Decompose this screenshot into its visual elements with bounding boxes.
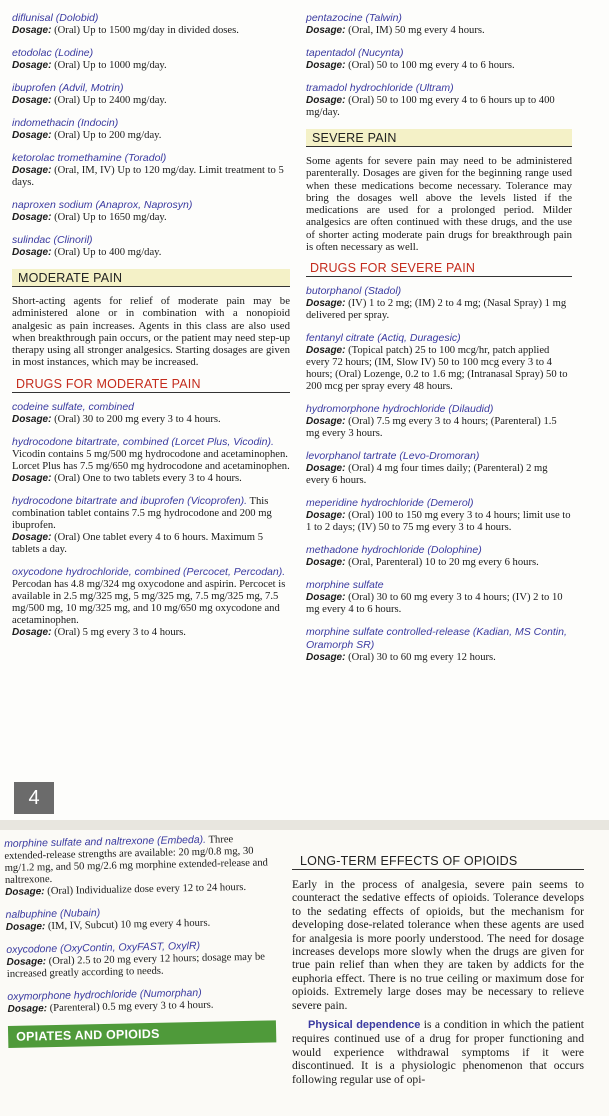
drug-entry (12, 199, 290, 224)
page-number: 4 (14, 782, 54, 814)
drug-name: morphine sulfate controlled-release (Kadian, MS Contin, Oramorph SR) (306, 626, 567, 652)
dosage-label: Dosage: (12, 531, 52, 543)
drug-heading-line (12, 436, 290, 473)
drug-entry (7, 985, 275, 1016)
dosage-label: Dosage: (12, 413, 52, 425)
drug-entry (12, 234, 290, 259)
dosage-value: (Oral) 30 to 200 mg every 3 to 4 hours. (54, 413, 221, 425)
dosage-value: (Oral) 2.5 to 20 mg every 12 hours; dosage may be increased greatly according to needs. (6, 951, 266, 980)
dosage-value: (Oral) Up to 400 mg/day. (54, 247, 162, 258)
drug-dosage (306, 95, 572, 119)
dosage-value: (Oral) 30 to 60 mg every 3 to 4 hours; (IV) 2 to 10 mg every 4 to 6 hours. (306, 592, 563, 616)
drug-entry (12, 495, 290, 556)
dosage-value: (Oral) One tablet every 4 to 6 hours. Maximum 5 tablets a day. (12, 531, 263, 555)
drug-dosage (12, 627, 290, 639)
drug-dosage (306, 510, 572, 534)
drug-name: oxycodone (OxyContin, OxyFAST, OxylR) (6, 939, 201, 956)
drug-dosage (306, 345, 572, 393)
nsaid-drug-list (12, 12, 290, 259)
severe-pain-drug-list-continued (4, 832, 276, 1016)
drug-name: fentanyl citrate (Actiq, Duragesic) (306, 332, 461, 345)
drug-dosage (306, 298, 572, 322)
drug-name: ibuprofen (Advil, Motrin) (12, 82, 124, 94)
drug-heading-line (306, 285, 572, 298)
drug-heading-line (12, 152, 290, 165)
drug-name: naproxen sodium (Anaprox, Naprosyn) (12, 199, 193, 211)
dosage-value: (Oral) 50 to 100 mg every 4 to 6 hours up to 400 mg/day. (306, 95, 555, 118)
drug-entry (12, 82, 290, 107)
dosage-value: (Oral) 50 to 100 mg every 4 to 6 hours. (348, 60, 515, 71)
drug-heading-line (12, 566, 290, 627)
drug-dosage (306, 25, 572, 37)
dosage-label: Dosage: (306, 345, 346, 357)
dosage-label: Dosage: (12, 60, 52, 71)
moderate-pain-text: Short-acting agents for relief of moderate pain may be administered alone or in combination with a nonopioid analgesic as pain increases. Agents in this class are also used when breakthrough pain occurs, or the patient may need step-up therapy using all stronger analgesics. Starting dosages are given in most instances, which may be increased. (12, 295, 290, 369)
dosage-value: (Oral) Up to 1500 mg/day in divided doses. (54, 25, 239, 36)
drug-entry (306, 12, 572, 37)
dosage-value: (Oral) 7.5 mg every 3 to 4 hours; (Parenteral) 1.5 mg every 3 hours. (306, 416, 557, 440)
drug-name: sulindac (Clinoril) (12, 234, 93, 246)
drug-name: oxymorphone hydrochloride (Numorphan) (7, 986, 202, 1003)
drug-name: diflunisal (Dolobid) (12, 12, 99, 24)
drug-description: Vicodin contains 5 mg/500 mg hydrocodone and acetaminophen. Lorcet Plus has 7.5 mg/650 mg hydrocodone and acetaminophen. (12, 448, 290, 472)
severe-pain-heading: SEVERE PAIN (306, 129, 572, 147)
drug-heading-line (306, 12, 572, 25)
dosage-value: (Topical patch) 25 to 100 mcg/hr, patch applied every 72 hours; (IM, Slow IV) 50 to 100 mcg every 3 to 4 hours; (Oral) Lozenge, 0.2 to 1.6 mg; (Intranasal Spray) 50 to 200 mcg per spray every 48 hours. (306, 345, 568, 393)
drug-description: This combination tablet contains 7.5 mg hydrocodone and 200 mg ibuprofen. (12, 495, 272, 531)
drug-heading-line (306, 450, 572, 463)
dosage-label: Dosage: (12, 626, 52, 638)
drug-dosage (12, 60, 290, 72)
drug-name: levorphanol tartrate (Levo-Dromoran) (306, 450, 480, 463)
dosage-label: Dosage: (306, 592, 346, 604)
drug-name: nalbuphine (Nubain) (5, 907, 101, 921)
drug-heading-line (306, 579, 572, 592)
dosage-label: Dosage: (5, 886, 45, 898)
drug-dosage (306, 60, 572, 72)
dosage-label: Dosage: (306, 25, 346, 36)
dosage-value: (Oral, IM, IV) Up to 120 mg/day. Limit treatment to 5 days. (12, 165, 284, 188)
drug-heading-line (12, 117, 290, 130)
drug-heading-line (306, 332, 572, 345)
drug-entry (306, 332, 572, 393)
drug-entry (306, 626, 572, 664)
drug-dosage (306, 652, 572, 664)
drug-entry (306, 544, 572, 569)
drug-dosage (12, 532, 290, 556)
long-term-effects-text: Early in the process of analgesia, severe pain seems to counteract the sedative effects of opioids. Tolerance develops to the sedating effects of opioids, but the mechanism for developing dose-related tolerance when these agents are used for analgesia is more poorly understood. The need for dosage increases develops more slowly when the drugs are given for true pain relief than when they are taken by addicts for the euphoria effect. There is no true ceiling or maximum dose for opioids. Extremely large doses may be necessary to relieve severe pain. (292, 878, 584, 1012)
drug-dosage (12, 473, 290, 485)
drugs-for-moderate-pain-heading: DRUGS FOR MODERATE PAIN (12, 375, 290, 393)
dosage-value: (Oral, IM) 50 mg every 4 hours. (348, 25, 485, 36)
drug-name: ketorolac tromethamine (Toradol) (12, 152, 167, 164)
dosage-label: Dosage: (12, 472, 52, 484)
drug-name: butorphanol (Stadol) (306, 285, 402, 298)
dosage-label: Dosage: (7, 1003, 48, 1015)
drug-name: morphine sulfate (306, 579, 384, 592)
dosage-value: (IV) 1 to 2 mg; (IM) 2 to 4 mg; (Nasal Spray) 1 mg delivered per spray. (306, 298, 567, 322)
dosage-label: Dosage: (306, 510, 346, 522)
page-divider (0, 820, 609, 830)
dosage-label: Dosage: (306, 652, 346, 664)
drug-heading-line (306, 82, 572, 95)
drug-dosage (12, 212, 290, 224)
drug-dosage (12, 25, 290, 37)
drug-heading-line (12, 199, 290, 212)
drug-entry (306, 285, 572, 322)
drug-dosage (306, 592, 572, 616)
dosage-value: (Oral) 30 to 60 mg every 12 hours. (348, 652, 496, 664)
opiates-and-opioids-heading: OPIATES AND OPIOIDS (8, 1020, 276, 1048)
drug-dosage (12, 247, 290, 259)
drug-heading-line (12, 12, 290, 25)
drug-entry (6, 938, 275, 981)
dosage-value: (Oral) 4 mg four times daily; (Parenteral) 2 mg every 6 hours. (306, 463, 548, 487)
page-1-left-column (12, 12, 290, 649)
drug-entry (306, 403, 572, 440)
drug-dosage (6, 951, 274, 981)
drug-name: indomethacin (Indocin) (12, 117, 119, 129)
dosage-label: Dosage: (12, 130, 52, 141)
page-1-right-column (306, 12, 572, 674)
drug-description: Three extended-release strengths are available: 20 mg/0.8 mg, 30 mg/1.2 mg, and 50 mg/2.6 mg morphine extended-release and naltrexone. (4, 834, 269, 886)
drug-name: tapentadol (Nucynta) (306, 47, 404, 59)
drug-dosage (12, 165, 290, 189)
dosage-value: (Oral) 5 mg every 3 to 4 hours. (54, 626, 186, 638)
drug-entry (12, 152, 290, 189)
drug-dosage (12, 414, 290, 426)
severe-pain-text: Some agents for severe pain may need to be administered parenterally. Dosages are given for the beginning range used when these medications become necessary. Tolerance may bring the dosages well above the levels listed if the medications are used for a prolonged period. Milder analgesics are often continued with these drugs, and the use of shorter acting moderate pain drugs for breakthrough pain is often necessary as well. (306, 155, 572, 254)
dosage-value: (Oral) 100 to 150 mg every 3 to 4 hours; limit use to 1 to 2 days; (IV) 50 to 75 mg every 3 to 4 hours. (306, 510, 571, 534)
drug-name: hydrocodone bitartrate and ibuprofen (Vicoprofen). (12, 494, 248, 507)
drug-entry (306, 497, 572, 534)
severe-pain-drug-list (306, 285, 572, 664)
drug-name: codeine sulfate, combined (12, 400, 134, 413)
drug-dosage (306, 463, 572, 487)
analgesic-drug-list (306, 12, 572, 119)
dosage-value: (Oral) Up to 200 mg/day. (54, 130, 162, 141)
dosage-value: (Parenteral) 0.5 mg every 3 to 4 hours. (49, 999, 214, 1015)
drug-name: pentazocine (Talwin) (306, 12, 402, 24)
drug-dosage (12, 95, 290, 107)
page-2 (0, 830, 609, 1116)
drug-description: Percodan has 4.8 mg/324 mg oxycodone and aspirin. Percocet is available in 2.5 mg/325 mg, 5 mg/325 mg, 7.5 mg/325 mg, 7.5 mg/500 mg, 10 mg/325 mg, and 10 mg/650 mg oxycodone and acetaminophen. (12, 578, 286, 626)
drug-name: hydromorphone hydrochloride (Dilaudid) (306, 403, 494, 416)
drug-name: tramadol hydrochloride (Ultram) (306, 82, 454, 94)
drug-dosage (12, 130, 290, 142)
dosage-value: (Oral) Up to 1000 mg/day. (54, 60, 167, 71)
drug-entry (306, 579, 572, 616)
drug-name: meperidine hydrochloride (Demerol) (306, 497, 474, 510)
dosage-label: Dosage: (12, 95, 52, 106)
dosage-label: Dosage: (12, 247, 52, 258)
physical-dependence-paragraph (292, 1018, 584, 1086)
drug-heading-line (12, 82, 290, 95)
moderate-pain-drug-list (12, 401, 290, 639)
dosage-value: (IM, IV, Subcut) 10 mg every 4 hours. (47, 917, 211, 933)
drug-name: hydrocodone bitartrate, combined (Lorcet Plus, Vicodin). (12, 435, 274, 448)
drug-entry (12, 47, 290, 72)
dosage-label: Dosage: (5, 921, 46, 933)
drug-entry (12, 12, 290, 37)
drug-entry (12, 401, 290, 426)
drug-dosage (306, 557, 572, 569)
dosage-label: Dosage: (306, 60, 346, 71)
drug-entry (5, 903, 273, 934)
drug-heading-line (306, 544, 572, 557)
drug-name: methadone hydrochloride (Dolophine) (306, 544, 482, 557)
drug-name: etodolac (Lodine) (12, 47, 94, 59)
dosage-value: (Oral) Individualize dose every 12 to 24 hours. (47, 881, 247, 898)
drug-entry (4, 832, 273, 899)
drug-heading-line (12, 234, 290, 247)
dosage-label: Dosage: (6, 956, 47, 968)
drugs-for-severe-pain-heading: DRUGS FOR SEVERE PAIN (306, 259, 572, 277)
drug-heading-line (306, 497, 572, 510)
dosage-value: (Oral) Up to 1650 mg/day. (54, 212, 167, 223)
dosage-label: Dosage: (12, 212, 52, 223)
dosage-label: Dosage: (306, 557, 346, 569)
page-2-left-column (4, 832, 277, 1056)
drug-heading-line (4, 832, 273, 887)
dosage-value: (Oral) Up to 2400 mg/day. (54, 95, 167, 106)
drug-name: oxycodone hydrochloride, combined (Percocet, Percodan). (12, 565, 286, 578)
drug-heading-line (12, 47, 290, 60)
dosage-label: Dosage: (306, 95, 346, 106)
moderate-pain-heading: MODERATE PAIN (12, 269, 290, 287)
drug-heading-line (12, 401, 290, 414)
drug-dosage (306, 416, 572, 440)
dosage-label: Dosage: (306, 298, 346, 310)
drug-name: morphine sulfate and naltrexone (Embeda). (4, 833, 207, 850)
drug-entry (306, 82, 572, 119)
drug-heading-line (306, 626, 572, 652)
dosage-label: Dosage: (306, 416, 346, 428)
drug-entry (12, 566, 290, 639)
dosage-label: Dosage: (306, 463, 346, 475)
dosage-value: (Oral, Parenteral) 10 to 20 mg every 6 hours. (348, 557, 539, 569)
drug-heading-line (306, 47, 572, 60)
dosage-label: Dosage: (12, 165, 52, 176)
drug-entry (306, 450, 572, 487)
physical-dependence-text: is a condition in which the patient requires continued use of a drug for proper functioning and would experience withdrawal symptoms if it were discontinued. It is a physiologic phenomenon that occurs following regular use of opi- (292, 1018, 584, 1086)
physical-dependence-term: Physical dependence (308, 1019, 421, 1032)
dosage-value: (Oral) One to two tablets every 3 to 4 hours. (54, 472, 242, 484)
drug-heading-line (12, 495, 290, 532)
page-2-right-column (292, 846, 584, 1092)
drug-heading-line (306, 403, 572, 416)
drug-entry (12, 436, 290, 485)
drug-entry (12, 117, 290, 142)
dosage-label: Dosage: (12, 25, 52, 36)
long-term-effects-heading: LONG-TERM EFFECTS OF OPIOIDS (292, 852, 584, 870)
drug-entry (306, 47, 572, 72)
